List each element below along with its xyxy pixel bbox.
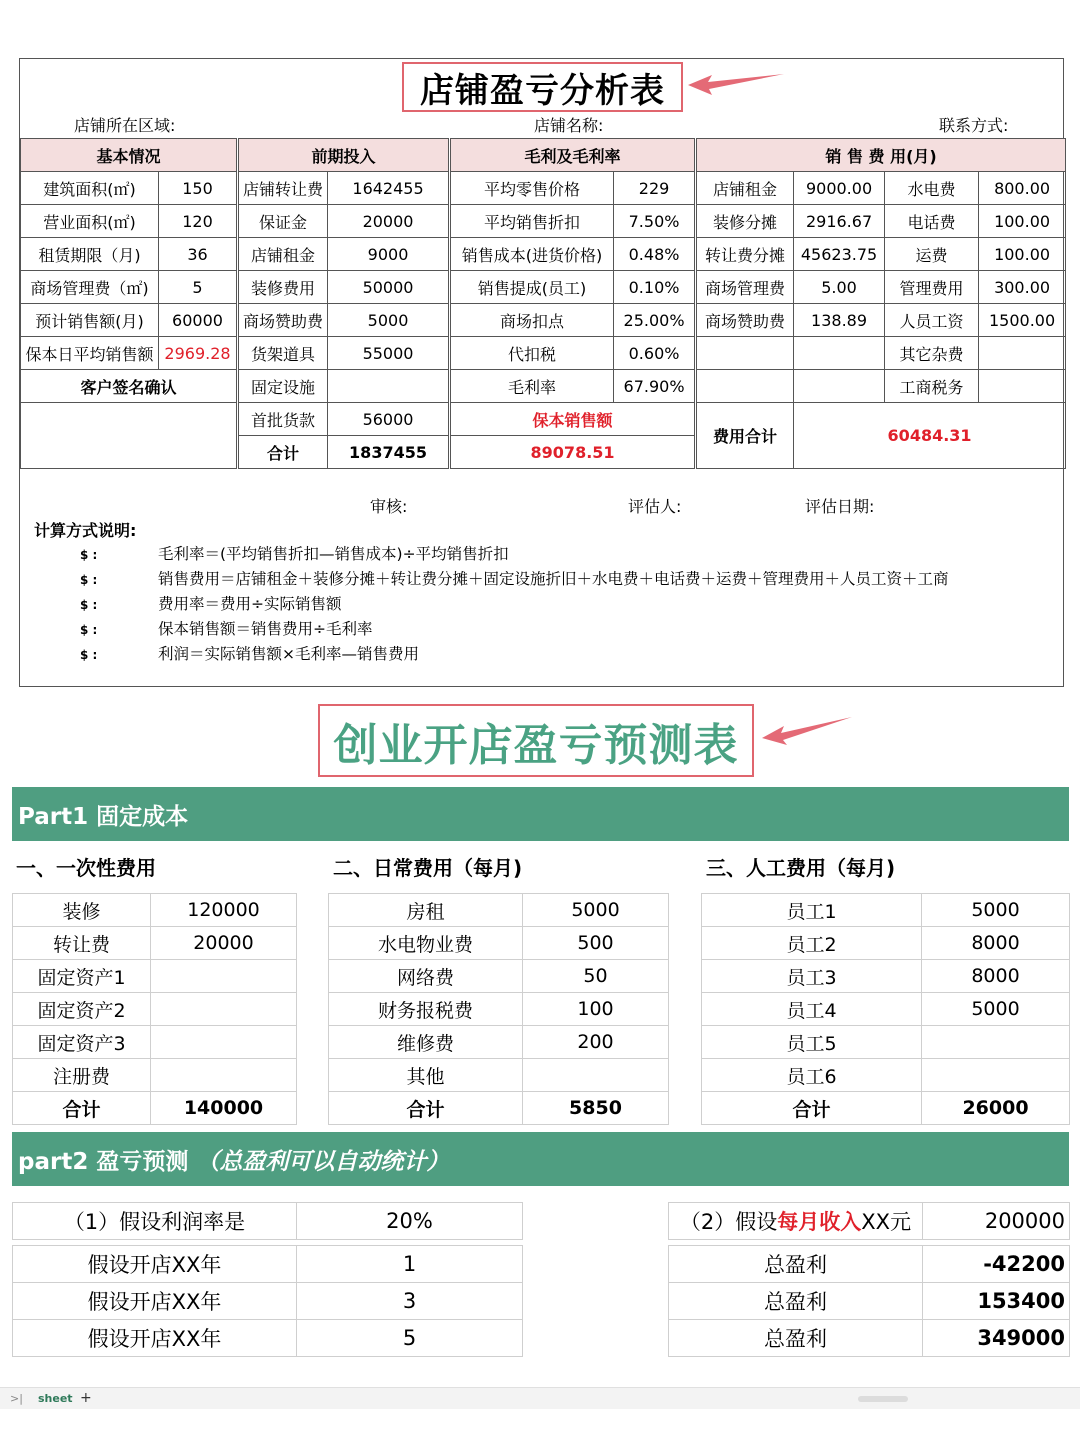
table-row [329,1059,669,1092]
cell: 假设开店XX年 [13,1246,297,1283]
cell: 60000 [159,304,238,337]
table-row [329,894,669,927]
cell: 8000 [922,960,1070,993]
table-row [13,1320,523,1357]
total-profit-value: 349000 [923,1320,1070,1357]
cell: 合计 [329,1092,523,1125]
header-expenses: 销 售 费 用(月) [696,139,1066,172]
sheet-tab-bar [0,1387,1080,1409]
cell: 注册费 [13,1059,151,1092]
cell: 维修费 [329,1026,523,1059]
cell: 电话费 [885,205,979,238]
cell: 固定资产3 [13,1026,151,1059]
table-row [21,205,1066,238]
part2-title: part2 盈亏预测 [18,1148,189,1175]
total-row [329,1092,669,1125]
cell: 营业面积(㎡) [21,205,159,238]
income-table [668,1202,1070,1240]
table-row [21,172,1066,205]
cell [922,1026,1070,1059]
daily-cost-table [328,893,669,1125]
profit-loss-analysis-sheet [19,58,1064,687]
cell: 运费 [885,238,979,271]
cell: 管理费用 [885,271,979,304]
cell: 9000 [328,238,450,271]
cell: 20000 [151,927,297,960]
income-label-pre: （2）假设 [679,1210,778,1234]
expense-total-value: 60484.31 [794,403,1066,469]
cell: 网络费 [329,960,523,993]
analysis-title-frame [402,62,683,112]
table-row [13,1059,297,1092]
cell: 140000 [151,1092,297,1125]
cell: 保证金 [238,205,328,238]
cell: 500 [523,927,669,960]
cell: 7.50% [614,205,696,238]
cell: 5000 [922,894,1070,927]
table-row [329,927,669,960]
header-margin: 毛利及毛利率 [450,139,696,172]
cell: 员工2 [702,927,922,960]
cell: 200 [523,1026,669,1059]
cell: 平均销售折扣 [450,205,614,238]
table-row [13,1246,523,1283]
table-row [21,238,1066,271]
cell: 员工4 [702,993,922,1026]
years-table [12,1245,523,1357]
breakeven-sales-value: 89078.51 [450,436,696,469]
cell: 2916.67 [794,205,885,238]
bullet: $ : [80,548,98,562]
breakeven-sales-label: 保本销售额 [450,403,696,436]
formula-text: 毛利率＝(平均销售折扣—销售成本)÷平均销售折扣 [158,545,509,563]
cell: 商场管理费 [696,271,794,304]
formula-line [80,642,419,664]
cell: 装修分摊 [696,205,794,238]
table-row [702,927,1070,960]
cell: 首批货款 [238,403,328,436]
cell: 1642455 [328,172,450,205]
cell: 工商税务 [885,370,979,403]
cell: 员工3 [702,960,922,993]
table-row [669,1246,1070,1283]
cell: 5000 [328,304,450,337]
formula-text: 保本销售额＝销售费用÷毛利率 [158,620,373,638]
cell: 员工6 [702,1059,922,1092]
cell: 人员工资 [885,304,979,337]
total-label: 合计 [238,436,328,469]
formula-line [80,617,373,639]
forecast-title-frame [318,704,754,777]
table-row [13,894,297,927]
cell: 800.00 [979,172,1066,205]
pointer-arrow-icon [688,71,788,95]
cell: 店铺租金 [238,238,328,271]
formula-text: 利润＝实际销售额×毛利率—销售费用 [158,645,419,663]
cell: 总盈利 [669,1283,923,1320]
cell [151,960,297,993]
table-row [13,927,297,960]
cell: 8000 [922,927,1070,960]
cell: 总盈利 [669,1246,923,1283]
cell [328,370,450,403]
cell: 1 [297,1246,523,1283]
tab-nav-button[interactable]: >| [10,1392,23,1405]
cell: 店铺转让费 [238,172,328,205]
profit-rate-value: 20% [297,1203,523,1240]
cell: 300.00 [979,271,1066,304]
cell: 45623.75 [794,238,885,271]
profit-table [668,1245,1070,1357]
cell [523,1059,669,1092]
cell: 房租 [329,894,523,927]
cell: 毛利率 [450,370,614,403]
cell: 装修 [13,894,151,927]
cell: 固定资产1 [13,960,151,993]
cell: 水电物业费 [329,927,523,960]
table-row [13,1026,297,1059]
table-row [13,993,297,1026]
cell: 25.00% [614,304,696,337]
cell: 平均零售价格 [450,172,614,205]
cell: 合计 [702,1092,922,1125]
daily-cost-title: 二、日常费用（每月) [333,856,523,880]
cell: 店铺租金 [696,172,794,205]
total-row [13,1092,297,1125]
cell: 固定资产2 [13,993,151,1026]
cell: 5850 [523,1092,669,1125]
table-row [21,271,1066,304]
table-row [13,1283,523,1320]
table-row [13,1203,523,1240]
cell: 固定设施 [238,370,328,403]
cell [696,370,794,403]
table-row [702,1059,1070,1092]
cell: 55000 [328,337,450,370]
part2-band [12,1132,1069,1186]
cell: 120 [159,205,238,238]
table-row [21,370,1066,403]
total-profit-value: -42200 [923,1246,1070,1283]
cell: 装修费用 [238,271,328,304]
total-value: 1837455 [328,436,450,469]
table-row [21,403,1066,436]
cell [151,1059,297,1092]
income-label-highlight: 每月收入 [777,1210,862,1234]
cell: 67.90% [614,370,696,403]
formula-text: 销售费用＝店铺租金＋装修分摊＋转让费分摊＋固定设施折旧＋水电费＋电话费＋运费＋管理费用＋人员工资＋工商 [158,570,949,588]
meta-region: 店铺所在区域: [74,116,176,135]
cell: 假设开店XX年 [13,1283,297,1320]
cell [696,337,794,370]
cell: 代扣税 [450,337,614,370]
customer-sign-label: 客户签名确认 [21,370,238,403]
bullet: $ : [80,598,98,612]
total-profit-value: 153400 [923,1283,1070,1320]
cell: 5 [159,271,238,304]
cell: 50 [523,960,669,993]
analysis-header-row [21,139,1066,172]
labor-cost-table [701,893,1070,1125]
cell: 商场赞助费 [696,304,794,337]
breakeven-daily-sales-value: 2969.28 [159,337,238,370]
cell: 0.10% [614,271,696,304]
cell: 转让费 [13,927,151,960]
cell: 其它杂费 [885,337,979,370]
cell: 5 [297,1320,523,1357]
cell: 商场赞助费 [238,304,328,337]
meta-contact: 联系方式: [939,116,1009,135]
table-row [669,1203,1070,1240]
cell: 货架道具 [238,337,328,370]
income-value: 200000 [923,1203,1070,1240]
cell: 合计 [13,1092,151,1125]
cell: 26000 [922,1092,1070,1125]
cell: 销售提成(员工) [450,271,614,304]
cell [151,993,297,1026]
cell: 36 [159,238,238,271]
cell: 总盈利 [669,1320,923,1357]
cell: 员工5 [702,1026,922,1059]
meta-store-name: 店铺名称: [534,116,604,135]
cell [794,370,885,403]
cell [922,1059,1070,1092]
cell [979,370,1066,403]
bullet: $ : [80,573,98,587]
cell [151,1026,297,1059]
horizontal-scrollbar[interactable] [858,1396,908,1402]
bullet: $ : [80,623,98,637]
formula-line [80,542,509,564]
cell: 租赁期限（月) [21,238,159,271]
cell: 商场管理费（㎡) [21,271,159,304]
table-row [669,1320,1070,1357]
review-date: 评估日期: [805,497,875,516]
table-row [702,960,1070,993]
tab-sheet[interactable]: sheet [38,1392,73,1405]
forecast-title: 创业开店盈亏预测表 [333,719,739,771]
cell: 0.60% [614,337,696,370]
cell: 100.00 [979,238,1066,271]
cell: 50000 [328,271,450,304]
pointer-arrow-icon [762,716,854,746]
part1-band [12,787,1069,841]
cell: 56000 [328,403,450,436]
cell: 保本日平均销售额 [21,337,159,370]
cell [794,337,885,370]
table-row [702,894,1070,927]
income-label [669,1203,923,1240]
table-row [669,1283,1070,1320]
table-row [21,337,1066,370]
cell: 1500.00 [979,304,1066,337]
header-initial: 前期投入 [238,139,450,172]
review-assessor: 评估人: [628,497,682,516]
income-label-post: XX元 [861,1210,912,1234]
analysis-title: 店铺盈亏分析表 [420,70,665,111]
cell: 3 [297,1283,523,1320]
cell: 假设开店XX年 [13,1320,297,1357]
part1-title: Part1 固定成本 [18,803,189,830]
review-audit: 审核: [370,497,408,516]
cell: 0.48% [614,238,696,271]
part2-note: （总盈利可以自动统计） [196,1148,450,1175]
cell: 229 [614,172,696,205]
cell: 20000 [328,205,450,238]
cell: 水电费 [885,172,979,205]
cell: 9000.00 [794,172,885,205]
formula-line [80,567,949,589]
formula-text: 费用率＝费用÷实际销售额 [158,595,342,613]
table-row [329,960,669,993]
customer-sign-area [21,403,238,469]
table-row [329,1026,669,1059]
expense-total-label: 费用合计 [696,403,794,469]
cell: 5000 [523,894,669,927]
one-time-cost-title: 一、一次性费用 [16,856,156,880]
cell: 120000 [151,894,297,927]
formula-line [80,592,342,614]
total-row [702,1092,1070,1125]
profit-rate-label: （1）假设利润率是 [13,1203,297,1240]
add-sheet-button[interactable]: + [80,1390,92,1406]
table-row [702,1026,1070,1059]
cell: 5000 [922,993,1070,1026]
profit-rate-table [12,1202,523,1240]
cell: 转让费分摊 [696,238,794,271]
cell [979,337,1066,370]
bullet: $ : [80,648,98,662]
calc-method-title: 计算方式说明: [34,521,137,540]
analysis-table [20,138,1066,469]
cell: 100 [523,993,669,1026]
cell: 建筑面积(㎡) [21,172,159,205]
cell: 商场扣点 [450,304,614,337]
cell: 预计销售额(月) [21,304,159,337]
cell: 其他 [329,1059,523,1092]
table-row [329,993,669,1026]
cell: 5.00 [794,271,885,304]
cell: 138.89 [794,304,885,337]
cell: 财务报税费 [329,993,523,1026]
table-row [21,304,1066,337]
cell: 员工1 [702,894,922,927]
cell: 100.00 [979,205,1066,238]
one-time-cost-table [12,893,297,1125]
cell: 150 [159,172,238,205]
table-row [702,993,1070,1026]
header-basic: 基本情况 [21,139,238,172]
table-row [13,960,297,993]
labor-cost-title: 三、人工费用（每月) [706,856,896,880]
cell: 销售成本(进货价格) [450,238,614,271]
